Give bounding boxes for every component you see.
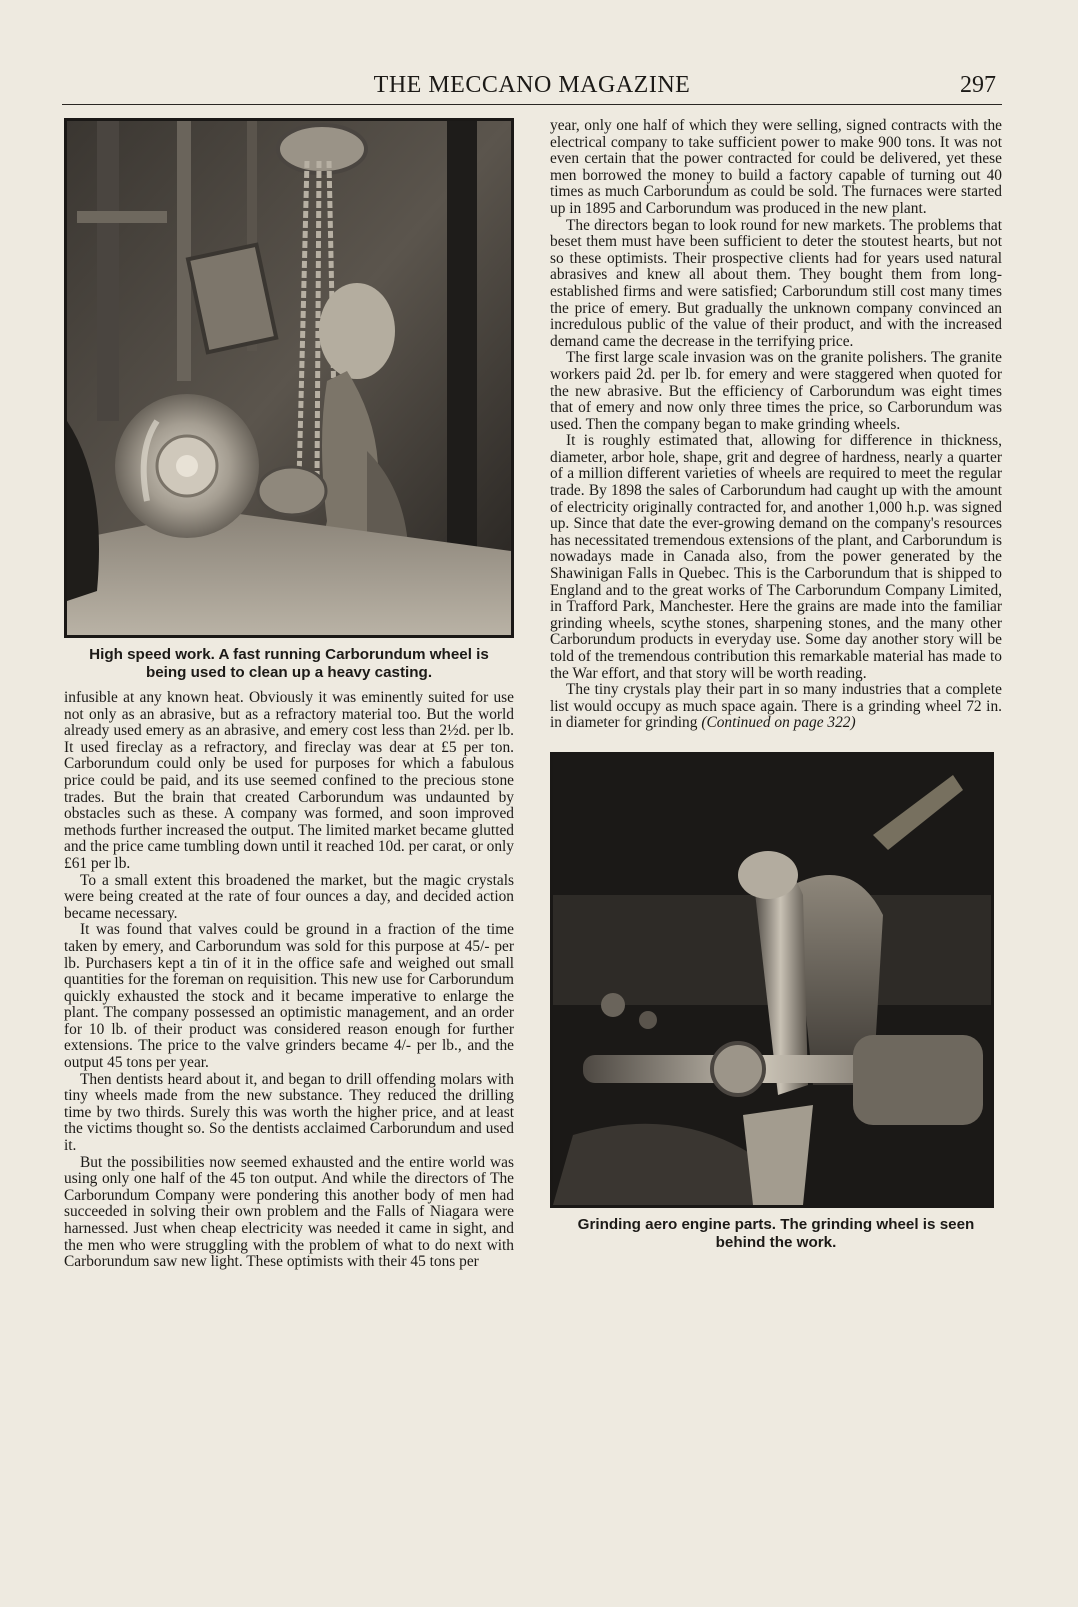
left-paragraph-2: To a small extent this broadened the market, but the magic crystals were being created at the rate of four ounces a day, and decided action became necessary.: [64, 871, 514, 922]
right-paragraph-5: [550, 682, 1002, 732]
aero-engine-grinding-image: [553, 755, 991, 1205]
right-column: [550, 118, 1002, 1252]
right-paragraph-2: The directors began to look round for new markets. The problems that beset them must have been sufficient to deter the stoutest hearts, but not so these optimists. Their prospective clients had for years used natural abrasives and knew all about them. They bought them from long-established firms and were satisfied; Carborundum still cost many times the price of emery. But gradually the unknown company convinced an incredulous public of the value of their product, and with the increased demand came the decrease in the terrifying price.: [550, 216, 1002, 350]
left-paragraph-5: But the possibilities now seemed exhausted and the entire world was using only one half of the 45 ton output. And while the directors of The Carborundum Company were pondering this another body of men had succeeded in solving their own problem and the Falls of Niagara were harnessed. Just when cheap electricity was needed it came in sight, and the men who were struggling with the problem of what to do next with Carborundum saw new light. These optimists with their 45 tons per: [64, 1153, 514, 1271]
left-column: [64, 118, 514, 1271]
bottom-photo-aero-engine: [550, 752, 994, 1208]
right-paragraph-1: year, only one half of which they were selling, signed contracts with the electrical company to take sufficient power to make 900 tons. It was not even certain that the power contracted for could be delivered, yet these men borrowed the money to build a factory capable of turning out 40 times as much Carborundum as could be sold. The furnaces were started up in 1895 and Carborundum was produced in the new plant.: [550, 117, 1002, 217]
page-number: 297: [960, 72, 996, 98]
right-paragraph-5-text: The tiny crystals play their part in so many industries that a complete list would occupy as much space again. There is a grinding wheel 72 in. in diameter for grinding: [550, 681, 1002, 732]
top-photo-casting: [64, 118, 514, 638]
page-header: [62, 70, 1002, 105]
right-paragraph-3: The first large scale invasion was on the granite polishers. The granite workers paid 2d. per lb. for emery and were staggered when quoted for the new abrasive. But the efficiency of Carborundum was eight times that of emery and now only three times the price, so Carborundum was used. Then the company began to make grinding wheels.: [550, 349, 1002, 433]
right-article-text: [550, 118, 1002, 732]
left-paragraph-1: infusible at any known heat. Obviously it was eminently suited for use not only as an abrasive, but as a refractory material too. But the world already used emery as an abrasive, and emery cost less than 2½d. per lb. It used fireclay as a refractory, and fireclay was dear at £5 per ton. Carborundum could only be used for purposes for which a fabulous price could be paid, and its use seemed confined to the precious stone trades. But the brain that created Carborundum was undaunted by obstacles such as these. A company was formed, and soon improved methods further increased the output. The limited market became glutted and the price came tumbling down until it reached 10d. per carat, or only £61 per lb.: [64, 689, 514, 872]
left-paragraph-3: It was found that valves could be ground in a fraction of the time taken by emery, and Carborundum was sold for this purpose at 45/- per lb. Purchasers kept a tin of it in the office safe and weighed out small quantities for the foreman on requisition. This new use for Carborundum quickly exhausted the stock and it became imperative to enlarge the plant. The company possessed an optimistic management, and an order for 10 lb. of their product was considered reason enough for further extensions. The price to the valve grinders became 4/- per lb., and the output 45 tons per year.: [64, 921, 514, 1072]
left-article-text: [64, 690, 514, 1271]
grinding-wheel-scene-image: [67, 121, 511, 635]
right-paragraph-4: It is roughly estimated that, allowing for difference in thickness, diameter, arbor hole, shape, grit and degree of hardness, nearly a quarter of a million different varieties of wheels are required to meet the regular trade. By 1898 the sales of Carborundum had caught up with the amount of electricity originally contracted for, and another 1,000 h.p. was signed up. Since that date the ever-growing demand on the company's resources has necessitated tremendous extensions of the plant, and Carborundum is nowadays made in Canada also, from the power generated by the Shawinigan Falls in Quebec. This is the Carborundum that is shipped to England and to the great works of The Carborundum Company Limited, in Trafford Park, Manchester. Here the grains are made into the familiar grinding wheels, scythe stones, sharpening stones, and the many other Carborundum products in everyday use. Some day another story will be told of the tremendous contribution this remarkable material has made to the War effort, and that story will be worth reading.: [550, 432, 1002, 682]
bottom-photo-caption: Grinding aero engine parts. The grinding wheel is seen behind the work.: [577, 1215, 975, 1251]
top-photo-caption: High speed work. A fast running Carborundum wheel is being used to clean up a heavy casting.: [89, 646, 489, 681]
left-paragraph-4: Then dentists heard about it, and began to drill offending molars with tiny wheels made from the new substance. They reduced the drilling time by two thirds. Surely this was worth the higher price, and at least the victims thought so. So the dentists acclaimed Carborundum and used it.: [64, 1070, 514, 1155]
magazine-title: THE MECCANO MAGAZINE: [373, 72, 691, 98]
continued-note: (Continued on page 322): [701, 714, 856, 732]
